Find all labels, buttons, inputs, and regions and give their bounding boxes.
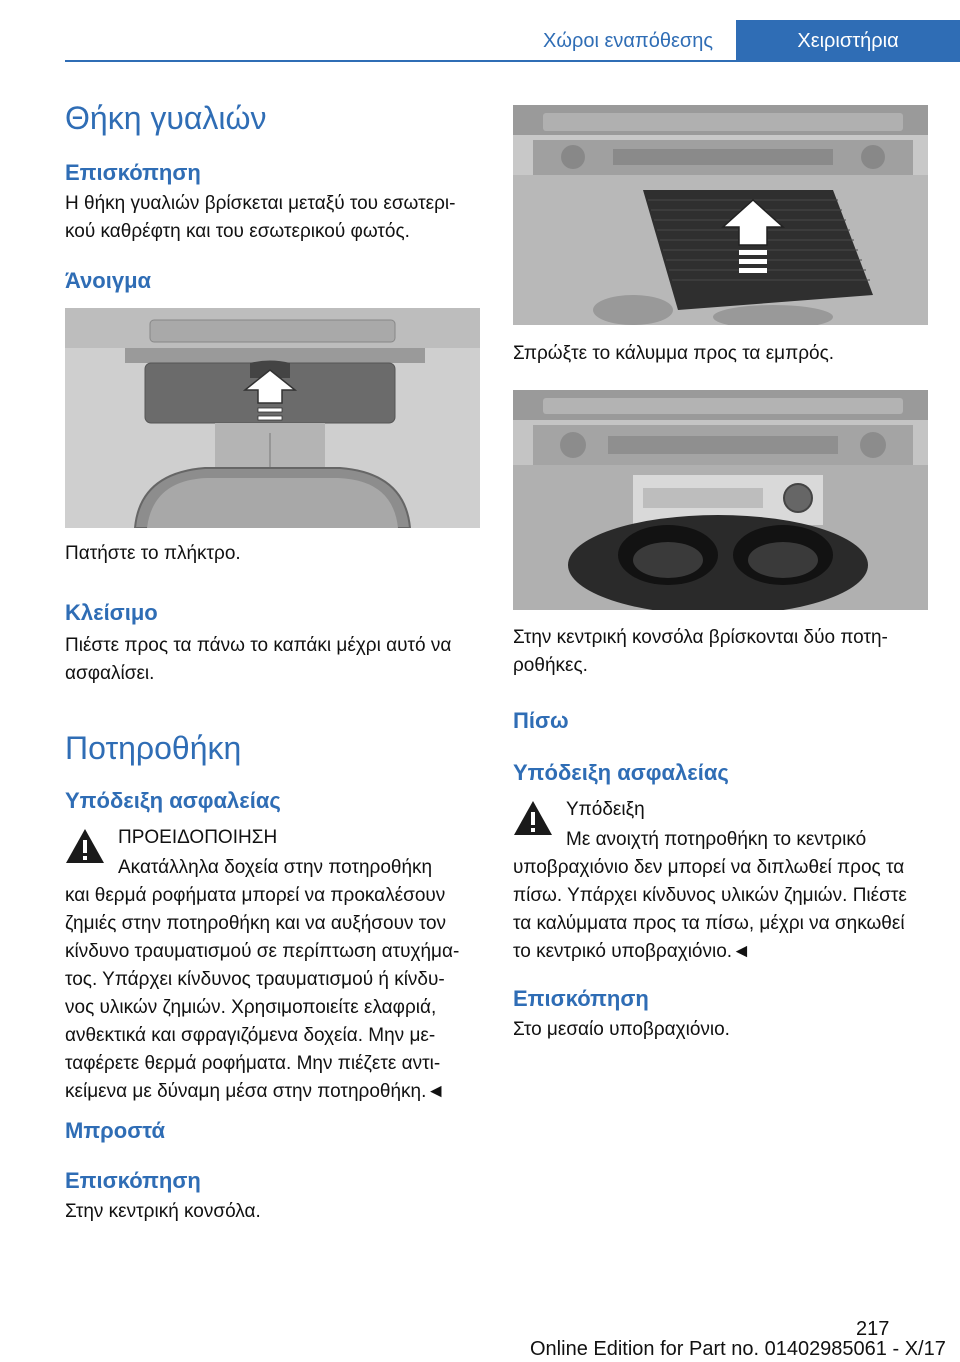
note-line: το κεντρικό υποβραχιόνιο.◄ xyxy=(513,941,751,962)
warning-line: και θερμά ροφήματα μπορεί να προκαλέσουν xyxy=(65,885,446,906)
opening-heading: Άνοιγμα xyxy=(65,268,152,293)
cupholders-caption-line2: ροθήκες. xyxy=(513,655,588,676)
header-rule xyxy=(65,60,960,62)
warning-line: ταφέρετε θερμά ροφήματα. Μην πιέζετε αντι- xyxy=(65,1053,441,1074)
overview-text-line2: κού καθρέφτη και του εσωτερικού φωτός. xyxy=(65,221,410,242)
note-line: πίσω. Υπάρχει κίνδυνος υλικών ζημιών. Πιέστε xyxy=(513,885,907,906)
warning-line: ανθεκτικά και σφραγιζόμενα δοχεία. Μην με- xyxy=(65,1025,436,1046)
front-heading: Μπροστά xyxy=(65,1118,165,1143)
note-line: υποβραχιόνιο δεν μπορεί να διπλωθεί προς τα xyxy=(513,857,905,878)
note-icon xyxy=(513,800,553,841)
front-overview-text: Στην κεντρική κονσόλα. xyxy=(65,1201,261,1222)
overview-heading: Επισκόπηση xyxy=(65,160,201,185)
closing-heading: Κλείσιμο xyxy=(65,600,158,625)
page-number: 217 xyxy=(856,1318,890,1340)
safety-heading-left: Υπόδειξη ασφαλείας xyxy=(65,788,281,813)
safety-heading-right: Υπόδειξη ασφαλείας xyxy=(513,760,729,785)
page-title: Θήκη γυαλιών xyxy=(65,100,267,136)
overview-text-line1: Η θήκη γυαλιών βρίσκεται μεταξύ του εσωτερι- xyxy=(65,193,456,214)
closing-text-line1: Πιέστε προς τα πάνω το καπάκι μέχρι αυτό να xyxy=(65,635,452,656)
sunglass-holder-image xyxy=(65,308,480,528)
cupholders-caption-line1: Στην κεντρική κονσόλα βρίσκονται δύο ποτη- xyxy=(513,627,888,648)
note-line: Με ανοιχτή ποτηροθήκη το κεντρικό xyxy=(566,829,867,850)
warning-line: κείμενα με δύναμη μέσα στην ποτηροθήκη.◄ xyxy=(65,1081,446,1102)
warning-line: Ακατάλληλα δοχεία στην ποτηροθήκη xyxy=(118,857,433,878)
cupholders-open-image xyxy=(513,390,928,610)
rear-heading: Πίσω xyxy=(513,708,569,733)
opening-caption: Πατήστε το πλήκτρο. xyxy=(65,543,241,564)
cupholder-cover-image xyxy=(513,105,928,325)
cover-caption: Σπρώξτε το κάλυμμα προς τα εμπρός. xyxy=(513,343,835,364)
header-chapter-tab[interactable]: Χειριστήρια xyxy=(736,20,960,62)
edition-footer: Online Edition for Part no. 01402985061 - X/17 xyxy=(530,1338,946,1360)
rear-overview-text: Στο μεσαίο υποβραχιόνιο. xyxy=(513,1019,730,1040)
header-section-tab[interactable]: Χώροι εναπόθεσης xyxy=(543,29,713,52)
warning-line: νος υλικών ζημιών. Χρησιμοποιείτε ελαφριά, xyxy=(65,997,437,1018)
cupholder-title: Ποτηροθήκη xyxy=(65,730,242,766)
rear-overview-heading: Επισκόπηση xyxy=(513,986,649,1011)
warning-line: ζημιές στην ποτηροθήκη και να αυξήσουν τον xyxy=(65,913,447,934)
note-label: Υπόδειξη xyxy=(566,799,645,820)
warning-label: ΠΡΟΕΙΔΟΠΟΙΗΣΗ xyxy=(118,827,278,848)
front-overview-heading: Επισκόπηση xyxy=(65,1168,201,1193)
warning-line: κίνδυνο τραυματισμού σε περίπτωση ατυχήμα- xyxy=(65,941,460,962)
warning-line: τος. Υπάρχει κίνδυνος τραυματισμού ή κίνδυ- xyxy=(65,969,445,990)
warning-icon xyxy=(65,828,105,869)
note-line: τα καλύμματα προς τα πίσω, μέχρι να σηκωθεί xyxy=(513,913,905,934)
closing-text-line2: ασφαλίσει. xyxy=(65,663,155,684)
